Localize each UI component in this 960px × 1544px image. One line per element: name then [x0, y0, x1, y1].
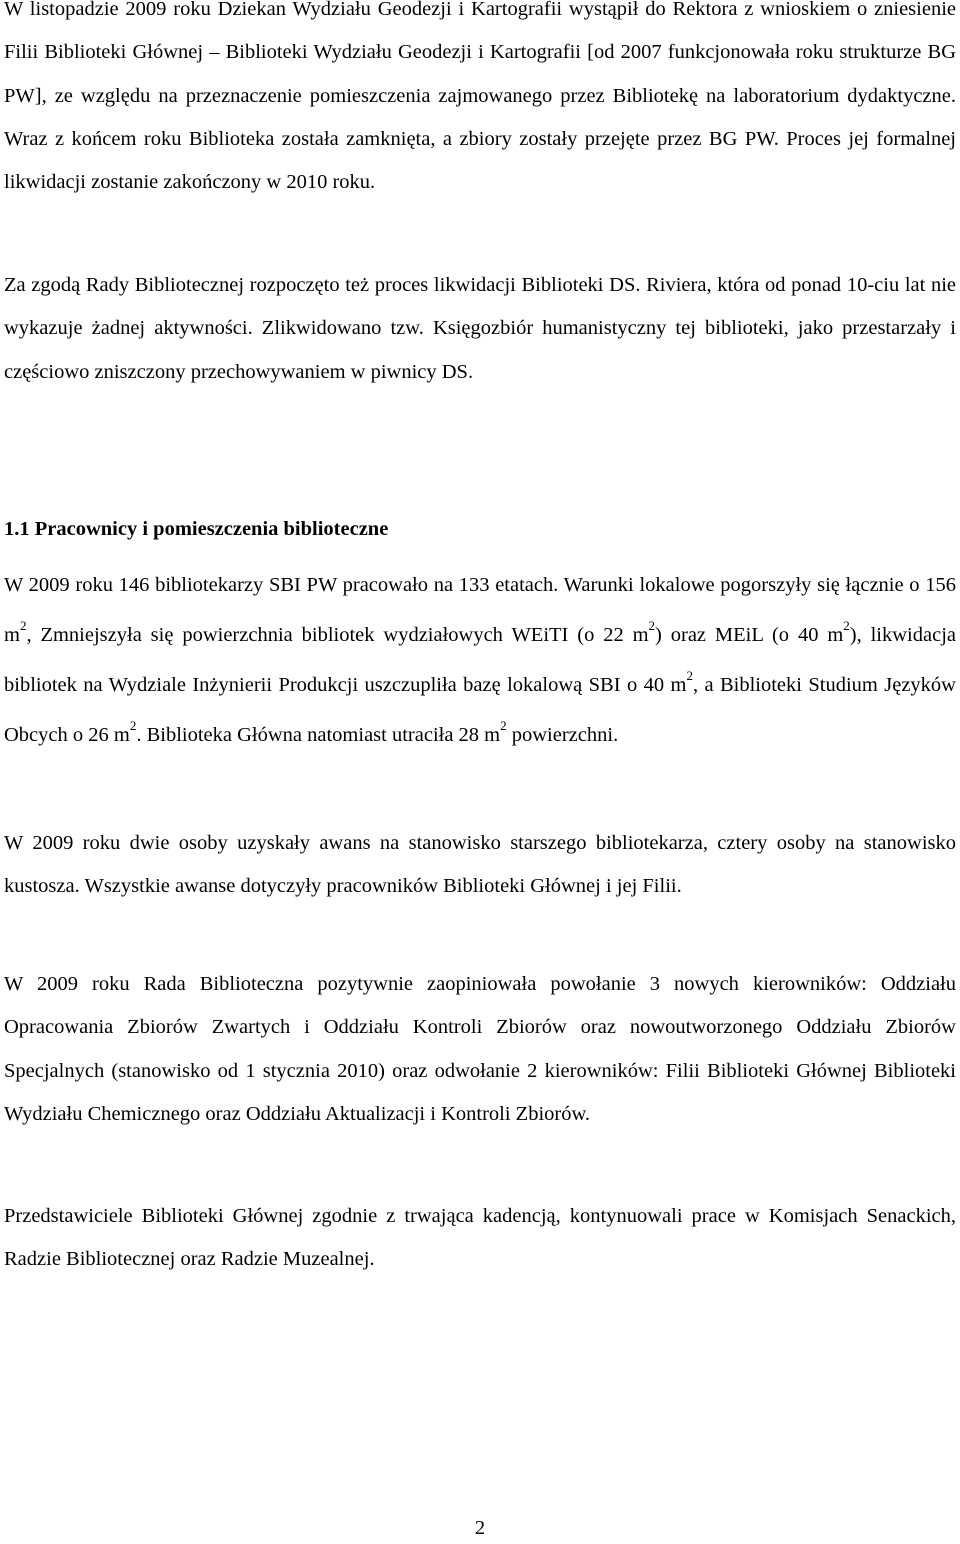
superscript: 2 [500, 718, 507, 734]
document-page [4, 0, 956, 1537]
text-segment: W 2009 roku 146 bibliotekarzy SBI PW pracowało na 133 etatach. Warunki lokalowe pogorszyły się łącznie o 156 m [4, 574, 956, 646]
superscript: 2 [686, 668, 693, 684]
superscript: 2 [648, 618, 656, 634]
paragraph-filia-geodezji: W listopadzie 2009 roku Dziekan Wydziału Geodezji i Kartografii wystąpił do Rektora z wnioskiem o zniesienie Filii Biblioteki Głównej – Biblioteki Wydziału Geodezji i Kartografii [od 2007 funkcjonowała roku strukturze BG PW], ze względu na przeznaczenie pomieszczenia zajmowanego przez Bibliotekę na laboratorium dydaktyczne. Wraz z końcem roku Biblioteka została zamknięta, a zbiory zostały przejęte przez BG PW. Proces jej formalnej likwidacji zostanie zakończony w 2010 roku. [4, 0, 956, 194]
paragraph-komisje: Przedstawiciele Biblioteki Głównej zgodnie z trwająca kadencją, kontynuowali prace w Komisjach Senackich, Radzie Bibliotecznej oraz Radzie Muzealnej. [4, 1205, 956, 1271]
text-segment: powierzchni. [506, 724, 619, 746]
paragraph-awanse: W 2009 roku dwie osoby uzyskały awans na stanowisko starszego bibliotekarza, cztery osoby na stanowisko kustosza. Wszystkie awanse dotyczyły pracowników Biblioteki Głównej i jej Filii. [4, 832, 956, 898]
text-segment: ), likwidacja bibliotek na Wydziale Inżynierii Produkcji uszczupliła bazę lokalową SBI o 40 m [4, 624, 956, 696]
text-segment: , a Biblioteki Studium Języków Obcych o 26 m [4, 674, 956, 746]
page-number: 2 [474, 1517, 486, 1539]
superscript: 2 [19, 618, 27, 634]
text-segment: . Biblioteka Główna natomiast utraciła 28 m [136, 724, 501, 746]
text-segment: ) oraz MEiL (o 40 m [655, 624, 844, 646]
superscript: 2 [843, 618, 850, 634]
paragraph-kierownicy: W 2009 roku Rada Biblioteczna pozytywnie zaopiniowała powołanie 3 nowych kierowników: Oddziału Opracowania Zbiorów Zwartych i Oddziału Kontroli Zbiorów oraz nowoutworzonego Oddziału Zbiorów Specjalnych (stanowisko od 1 stycznia 2010) oraz odwołanie 2 kierowników: Filii Biblioteki Głównej Biblioteki Wydziału Chemicznego oraz Oddziału Aktualizacji i Kontroli Zbiorów. [4, 973, 956, 1125]
text-segment: , Zmniejszyła się powierzchnia bibliotek wydziałowych WEiTI (o 22 m [26, 624, 649, 646]
paragraph-pracownicy-lokale [4, 560, 956, 760]
superscript: 2 [129, 718, 137, 734]
paragraph-ds-riviera: Za zgodą Rady Bibliotecznej rozpoczęto też proces likwidacji Biblioteki DS. Riviera, która od ponad 10-ciu lat nie wykazuje żadnej aktywności. Zlikwidowano tzw. Księgozbiór humanistyczny tej biblioteki, jako przestarzały i częściowo zniszczony przechowywaniem w piwnicy DS. [4, 274, 956, 383]
section-heading: 1.1 Pracownicy i pomieszczenia biblioteczne [4, 518, 389, 540]
